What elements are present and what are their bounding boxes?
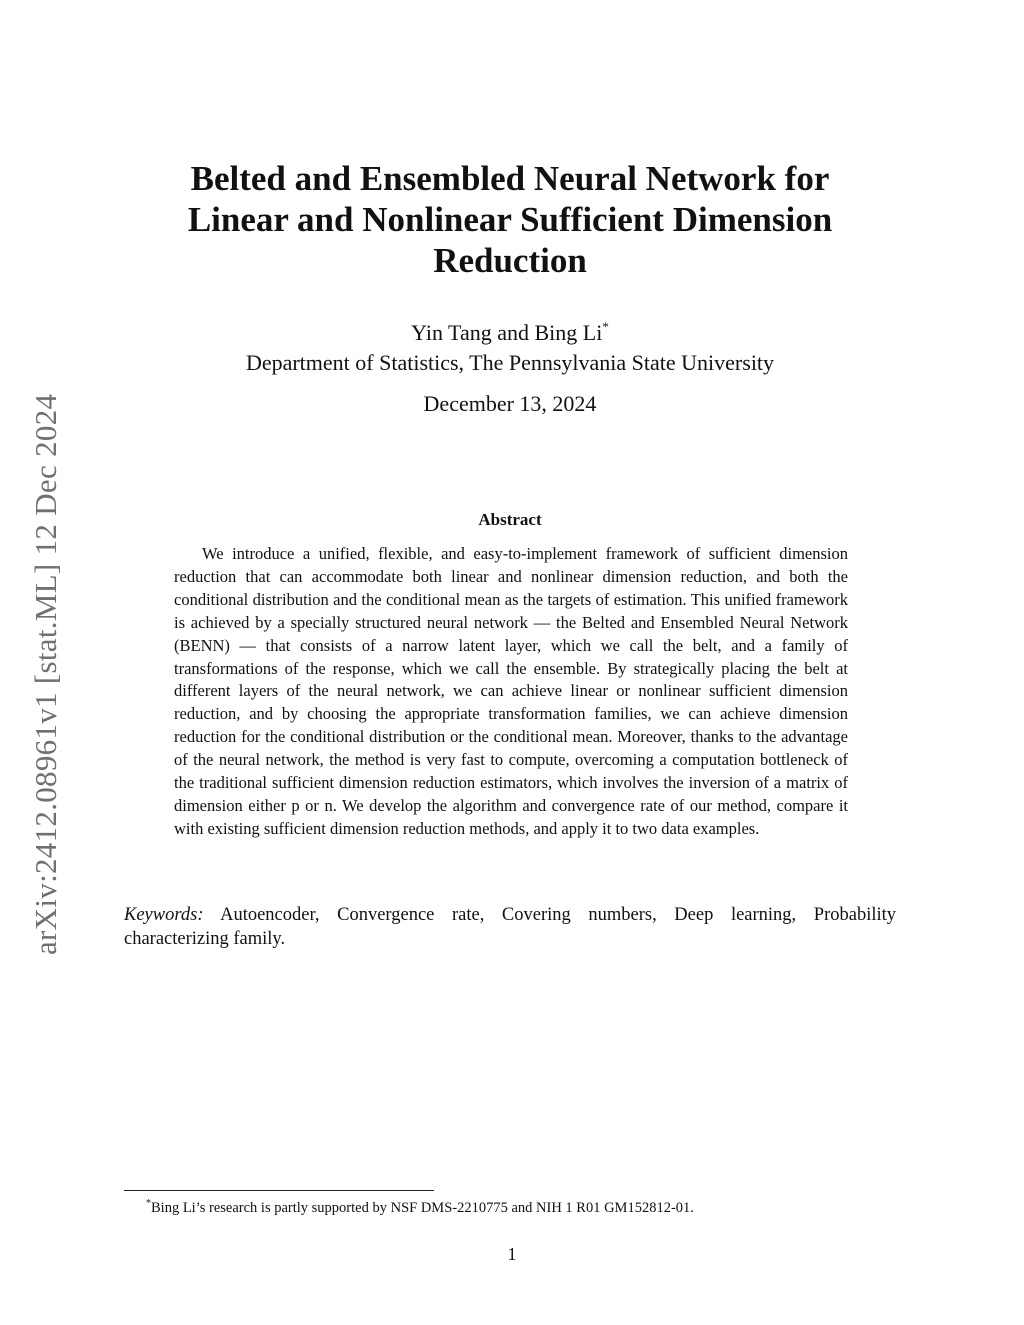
keywords-text: Autoencoder, Convergence rate, Covering numbers, Deep learning, Probability characterizing family. xyxy=(124,905,897,949)
author-block xyxy=(120,312,900,378)
footnote-mark: * xyxy=(146,1198,151,1209)
abstract-body: We introduce a unified, flexible, and easy-to-implement framework of sufficient dimension reduction that can accommodate both linear and nonlinear dimension reduction, and both the conditional distribution and the conditional mean as the targets of estimation. This unified framework is achieved by a specially structured neural network — the Belted and Ensembled Neural Network (BENN) — that consists of a narrow latent layer, which we call the belt, and a family of transformations of the response, which we call the ensemble. By strategically placing the belt at different layers of the neural network, we can achieve linear or nonlinear sufficient dimension reduction, and by choosing the appropriate transformation families, we can achieve dimension reduction for the conditional distribution or the conditional mean. Moreover, thanks to the advantage of the neural network, the method is very fast to compute, overcoming a computation bottleneck of the traditional sufficient dimension reduction estimators, which involves the inversion of a matrix of dimension either p or n. We develop the algorithm and convergence rate of our method, compare it with existing sufficient dimension reduction methods, and apply it to two data examples. xyxy=(174,544,848,838)
keywords-paragraph xyxy=(124,903,896,951)
page-number: 1 xyxy=(507,1244,517,1264)
title-line-3: Reduction xyxy=(433,241,587,280)
title-line-1: Belted and Ensembled Neural Network for xyxy=(190,159,830,198)
author-names-line xyxy=(120,312,900,348)
footnote-text: Bing Li’s research is partly supported by NSF DMS-2210775 and NIH 1 R01 GM152812-01. xyxy=(151,1200,694,1216)
footnote xyxy=(146,1194,906,1218)
paper-date: December 13, 2024 xyxy=(423,391,597,416)
paper-title xyxy=(120,158,900,281)
arxiv-sidebar-stamp: arXiv:2412.08961v1 [stat.ML] 12 Dec 2024 xyxy=(28,393,63,955)
author-footnote-mark[interactable]: * xyxy=(602,319,609,334)
author-names: Yin Tang and Bing Li xyxy=(411,320,603,345)
abstract-heading: Abstract xyxy=(478,510,542,529)
title-line-2: Linear and Nonlinear Sufficient Dimension xyxy=(187,200,833,239)
keywords-label: Keywords: xyxy=(124,905,204,925)
footnote-divider xyxy=(124,1190,434,1191)
author-affiliation: Department of Statistics, The Pennsylvania State University xyxy=(245,350,775,375)
